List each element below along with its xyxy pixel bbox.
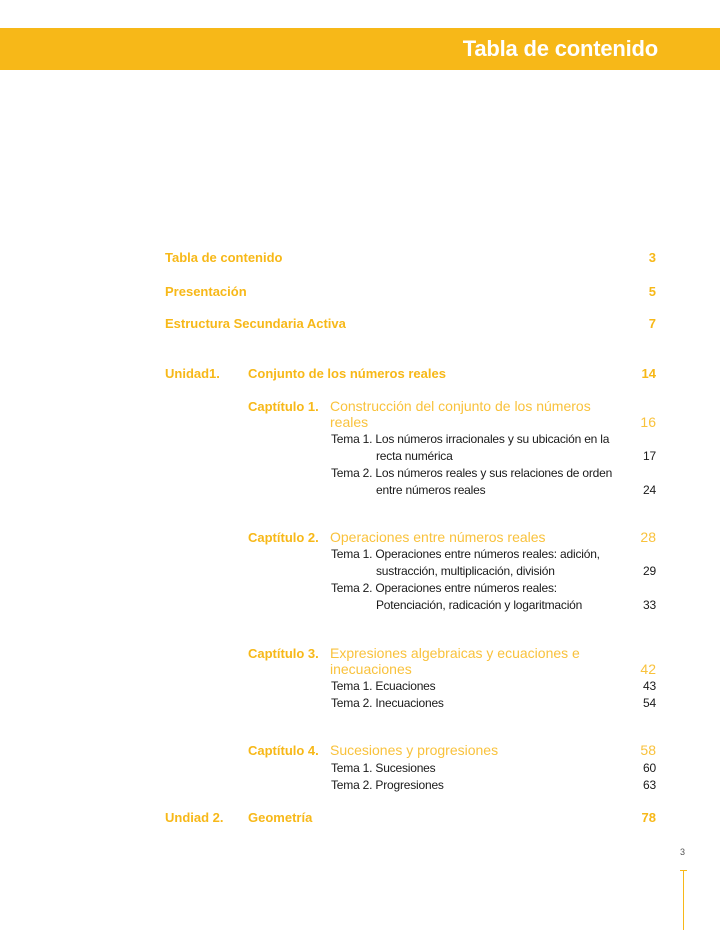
unit2-title: Geometría — [248, 810, 313, 825]
cap3-tema1-page: 43 — [643, 679, 656, 693]
cap3-tema2: Tema 2. Inecuaciones — [331, 696, 444, 710]
cap4-title: Sucesiones y progresiones — [330, 742, 499, 758]
cap3-tema2-page: 54 — [643, 696, 656, 710]
cap2-label: Captítulo 2. — [248, 530, 319, 545]
cap3-tema1: Tema 1. Ecuaciones — [331, 679, 436, 693]
toc-entry-tabla-page: 3 — [648, 250, 656, 265]
cap3-title-line2: inecuaciones — [330, 661, 412, 677]
cap2-tema2-page: 33 — [643, 598, 656, 612]
cap1-page: 16 — [640, 414, 656, 430]
page-number: 3 — [680, 847, 686, 857]
cap4-tema2-page: 63 — [643, 778, 656, 792]
cap2-tema1-line1: Tema 1. Operaciones entre números reales: adición, — [331, 547, 600, 561]
cap1-title-line2: reales — [330, 414, 369, 430]
cap1-title-line1: Construcción del conjunto de los números — [330, 398, 591, 414]
cap1-tema2-line1: Tema 2. Los números reales y sus relaciones de orden — [331, 466, 613, 480]
cap4-tema2: Tema 2. Progresiones — [331, 778, 444, 792]
cap2-tema1-line2: sustracción, multiplicación, división — [376, 564, 555, 578]
cap1-label: Captítulo 1. — [248, 399, 319, 414]
unit1-title: Conjunto de los números reales — [248, 366, 446, 381]
toc-entry-estructura-page: 7 — [648, 316, 656, 331]
unit2-label: Undiad 2. — [165, 810, 224, 825]
cap1-tema1-page: 17 — [643, 449, 656, 463]
cap2-tema2-line1: Tema 2. Operaciones entre números reales: — [331, 581, 557, 595]
toc-entry-estructura: Estructura Secundaria Activa — [165, 316, 346, 331]
page-title: Tabla de contenido — [462, 36, 658, 61]
cap4-label: Captítulo 4. — [248, 743, 319, 758]
toc-entry-tabla: Tabla de contenido — [165, 250, 283, 265]
cap3-page: 42 — [640, 661, 656, 677]
cap1-tema1-line2: recta numérica — [376, 449, 453, 463]
cap1-tema2-line2: entre números reales — [376, 483, 486, 497]
cap4-tema1-page: 60 — [643, 761, 656, 775]
cap3-title-line1: Expresiones algebraicas y ecuaciones e — [330, 645, 580, 661]
cap4-tema1: Tema 1. Sucesiones — [331, 761, 436, 775]
cap2-title: Operaciones entre números reales — [330, 529, 546, 545]
cap2-page: 28 — [640, 529, 656, 545]
cap1-tema1-line1: Tema 1. Los números irracionales y su ubicación en la — [331, 432, 610, 446]
cap4-page: 58 — [640, 742, 656, 758]
cap1-tema2-page: 24 — [643, 483, 656, 497]
cap2-tema2-line2: Potenciación, radicación y logaritmación — [376, 598, 583, 612]
toc-entry-presentacion-page: 5 — [648, 284, 656, 299]
cap2-tema1-page: 29 — [643, 564, 656, 578]
toc-entry-presentacion: Presentación — [165, 284, 247, 299]
cap3-label: Captítulo 3. — [248, 646, 319, 661]
unit2-page: 78 — [641, 810, 656, 825]
unit1-page: 14 — [641, 366, 656, 381]
unit1-label: Unidad1. — [165, 366, 220, 381]
folio-line — [683, 870, 684, 930]
